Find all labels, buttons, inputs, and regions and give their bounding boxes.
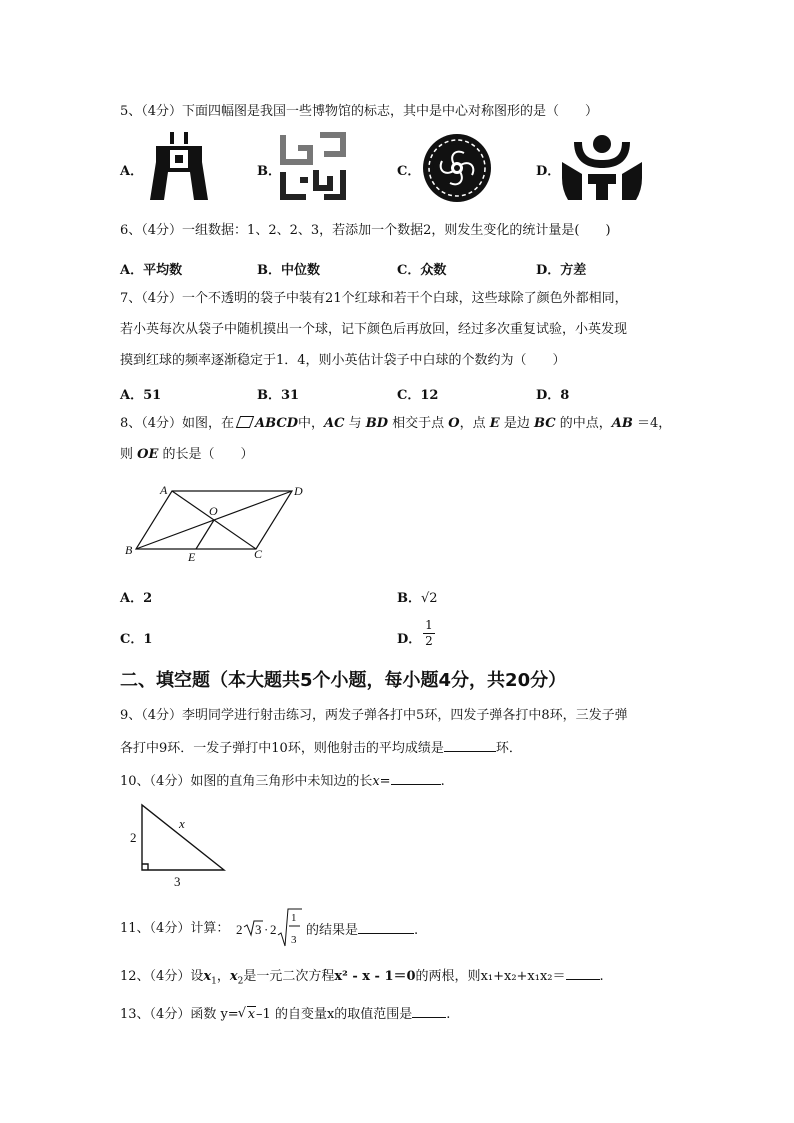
point-a-label: A xyxy=(160,483,168,497)
q8-comma: ，点 xyxy=(459,416,486,431)
q5-option-b-label: B． xyxy=(257,164,281,179)
q8-option-d-label: D． xyxy=(397,632,422,647)
q8-line2b: 的长是（ ） xyxy=(162,447,254,462)
q5-option-d-label: D． xyxy=(536,164,561,179)
q12-mid2: 的两根，则 xyxy=(415,969,481,984)
museum-logo-swirl-circle-icon xyxy=(422,133,492,207)
q11-answer-blank[interactable] xyxy=(358,919,414,934)
sqrt-sign-icon: √ xyxy=(237,1006,246,1021)
question-11-suffix xyxy=(306,919,418,941)
q8-text-1: 中， xyxy=(297,416,324,431)
side-bottom-label: 3 xyxy=(174,874,181,889)
q8-is: 是边 xyxy=(503,416,530,431)
q13-prefix: 13、（4分）函数 y= xyxy=(120,1007,239,1022)
museum-logo-figure-icon xyxy=(560,134,644,206)
q7-option-d: D．8 xyxy=(536,388,570,403)
side-left-label: 2 xyxy=(130,830,137,845)
q13-minus: –1 xyxy=(256,1007,271,1022)
q7-option-a: A．51 xyxy=(120,388,162,403)
question-8-line-2 xyxy=(120,445,254,465)
q11-suffix: 的结果是 xyxy=(306,923,359,938)
q8-mid: 的中点， xyxy=(559,416,612,431)
question-10-stem xyxy=(120,770,445,792)
q11-expression xyxy=(234,905,306,953)
q7-option-b: B．31 xyxy=(257,388,300,403)
q8-and: 与 xyxy=(348,416,362,431)
q11-dot: · xyxy=(264,922,269,937)
fraction-numerator: 1 xyxy=(423,618,435,634)
q10-x: x xyxy=(372,774,380,789)
q9-answer-blank[interactable] xyxy=(444,737,496,752)
point-c-label: C xyxy=(254,547,263,561)
point-b-label: B xyxy=(125,543,133,557)
point-e-label: E xyxy=(188,550,196,564)
fraction-denominator: 2 xyxy=(425,634,433,648)
question-13-stem xyxy=(120,1003,450,1025)
q6-option-b: B．中位数 xyxy=(257,263,320,278)
question-7-line-2: 若小英每次从袋子中随机摸出一个球，记下颜色后再放回，经过多次重复试验，小英发现 xyxy=(120,322,628,337)
q8-ab: AB xyxy=(611,416,633,431)
q8-abcd: ABCD xyxy=(255,416,298,431)
question-11-prefix: 11、（4分）计算： xyxy=(120,921,230,936)
q13-suffix: 的自变量x的取值范围是 xyxy=(270,1007,413,1022)
q12-x2: x xyxy=(229,969,238,984)
point-d-label: D xyxy=(294,484,303,498)
question-6-stem: 6、（4分）一组数据：1、2、2、3，若添加一个数据2，则发生变化的统计量是( ) xyxy=(120,223,611,238)
q8-e: E xyxy=(489,416,500,431)
q12-sub-1: 1 xyxy=(211,976,217,987)
q8-oe: OE xyxy=(137,447,159,462)
question-7-line-1: 7、（4分）一个不透明的袋子中装有21个红球和若干个白球，这些球除了颜色外都相同， xyxy=(120,291,628,306)
q8-cross: 相交于点 xyxy=(392,416,445,431)
q12-comma: ， xyxy=(216,969,230,984)
q12-equation: x² - x - 1＝0 xyxy=(334,969,416,984)
q13-end: . xyxy=(446,1007,451,1022)
q6-option-d: D．方差 xyxy=(536,263,587,278)
q12-sub-2: 2 xyxy=(237,976,244,987)
museum-logo-maze-icon xyxy=(280,132,346,204)
q8-bd: BD xyxy=(365,416,388,431)
q7-option-c: C．12 xyxy=(397,388,439,403)
q8-o: O xyxy=(448,416,460,431)
q12-end: . xyxy=(599,969,604,984)
q11-frac-num: 1 xyxy=(291,912,297,924)
q6-option-c: C．众数 xyxy=(397,263,447,278)
q8-option-a: A．2 xyxy=(120,591,153,606)
right-triangle-figure xyxy=(124,800,234,896)
point-o-label: O xyxy=(209,504,218,518)
section-2-heading: 二、填空题（本大题共5个小题，每小题4分，共20分） xyxy=(120,670,567,691)
q11-frac-den: 3 xyxy=(291,934,297,946)
question-12-stem xyxy=(120,965,604,992)
q13-answer-blank[interactable] xyxy=(412,1003,446,1018)
q12-mid: 是一元二次方程 xyxy=(243,969,335,984)
q8-option-c: C．1 xyxy=(120,632,153,647)
q11-coef-1: 2 xyxy=(236,922,243,937)
q8-bc: BC xyxy=(534,416,556,431)
q5-option-a-label: A． xyxy=(120,164,144,179)
q8-option-d xyxy=(397,628,421,647)
q9-line2a: 各打中9环．一发子弹打中10环，则他射击的平均成绩是 xyxy=(120,741,444,756)
q8-option-b xyxy=(397,587,438,606)
q8-option-b-value: √2 xyxy=(421,591,438,606)
question-8-line-1 xyxy=(120,414,671,434)
parallelogram-figure xyxy=(120,478,320,572)
q11-coef-2: 2 xyxy=(270,922,277,937)
question-7-line-3: 摸到红球的频率逐渐稳定于1．4，则小英估计袋子中白球的个数约为（ ） xyxy=(120,353,566,368)
q8-option-d-fraction xyxy=(423,618,435,649)
q6-option-a: A．平均数 xyxy=(120,263,183,278)
hypotenuse-label: x xyxy=(179,816,185,831)
q5-option-c-label: C． xyxy=(397,164,421,179)
q10-answer-blank[interactable] xyxy=(391,770,441,785)
q8-line2a: 则 xyxy=(120,447,134,462)
q8-prefix: 8、（4分）如图，在 xyxy=(120,416,235,431)
museum-logo-cauldron-icon xyxy=(148,132,210,206)
q13-radicand: x xyxy=(247,1007,256,1022)
q8-eq: ＝4， xyxy=(636,416,672,431)
q8-ac: AC xyxy=(324,416,345,431)
q12-x1: x xyxy=(203,969,212,984)
q12-expr: x₁+x₂+x₁x₂＝ xyxy=(480,969,566,984)
q10-eq: = xyxy=(379,774,391,789)
q11-radicand-1: 3 xyxy=(255,922,262,937)
q13-radical xyxy=(237,1006,256,1022)
q10-stem-a: 10、（4分）如图的直角三角形中未知边的长 xyxy=(120,774,373,789)
parallelogram-symbol-icon xyxy=(236,416,254,428)
q9-line2b: 环． xyxy=(495,741,522,756)
question-9-line-2 xyxy=(120,737,522,759)
q12-answer-blank[interactable] xyxy=(566,965,600,980)
q12-prefix: 12、（4分）设 xyxy=(120,969,204,984)
q8-option-b-label: B． xyxy=(397,591,421,606)
question-5-stem: 5、（4分）下面四幅图是我国一些博物馆的标志，其中是中心对称图形的是（ ） xyxy=(120,104,599,119)
question-9-line-1: 9、（4分）李明同学进行射击练习，两发子弹各打中5环，四发子弹各打中8环，三发子弹 xyxy=(120,708,628,723)
q11-end: . xyxy=(414,923,419,938)
q10-end: . xyxy=(440,774,445,789)
